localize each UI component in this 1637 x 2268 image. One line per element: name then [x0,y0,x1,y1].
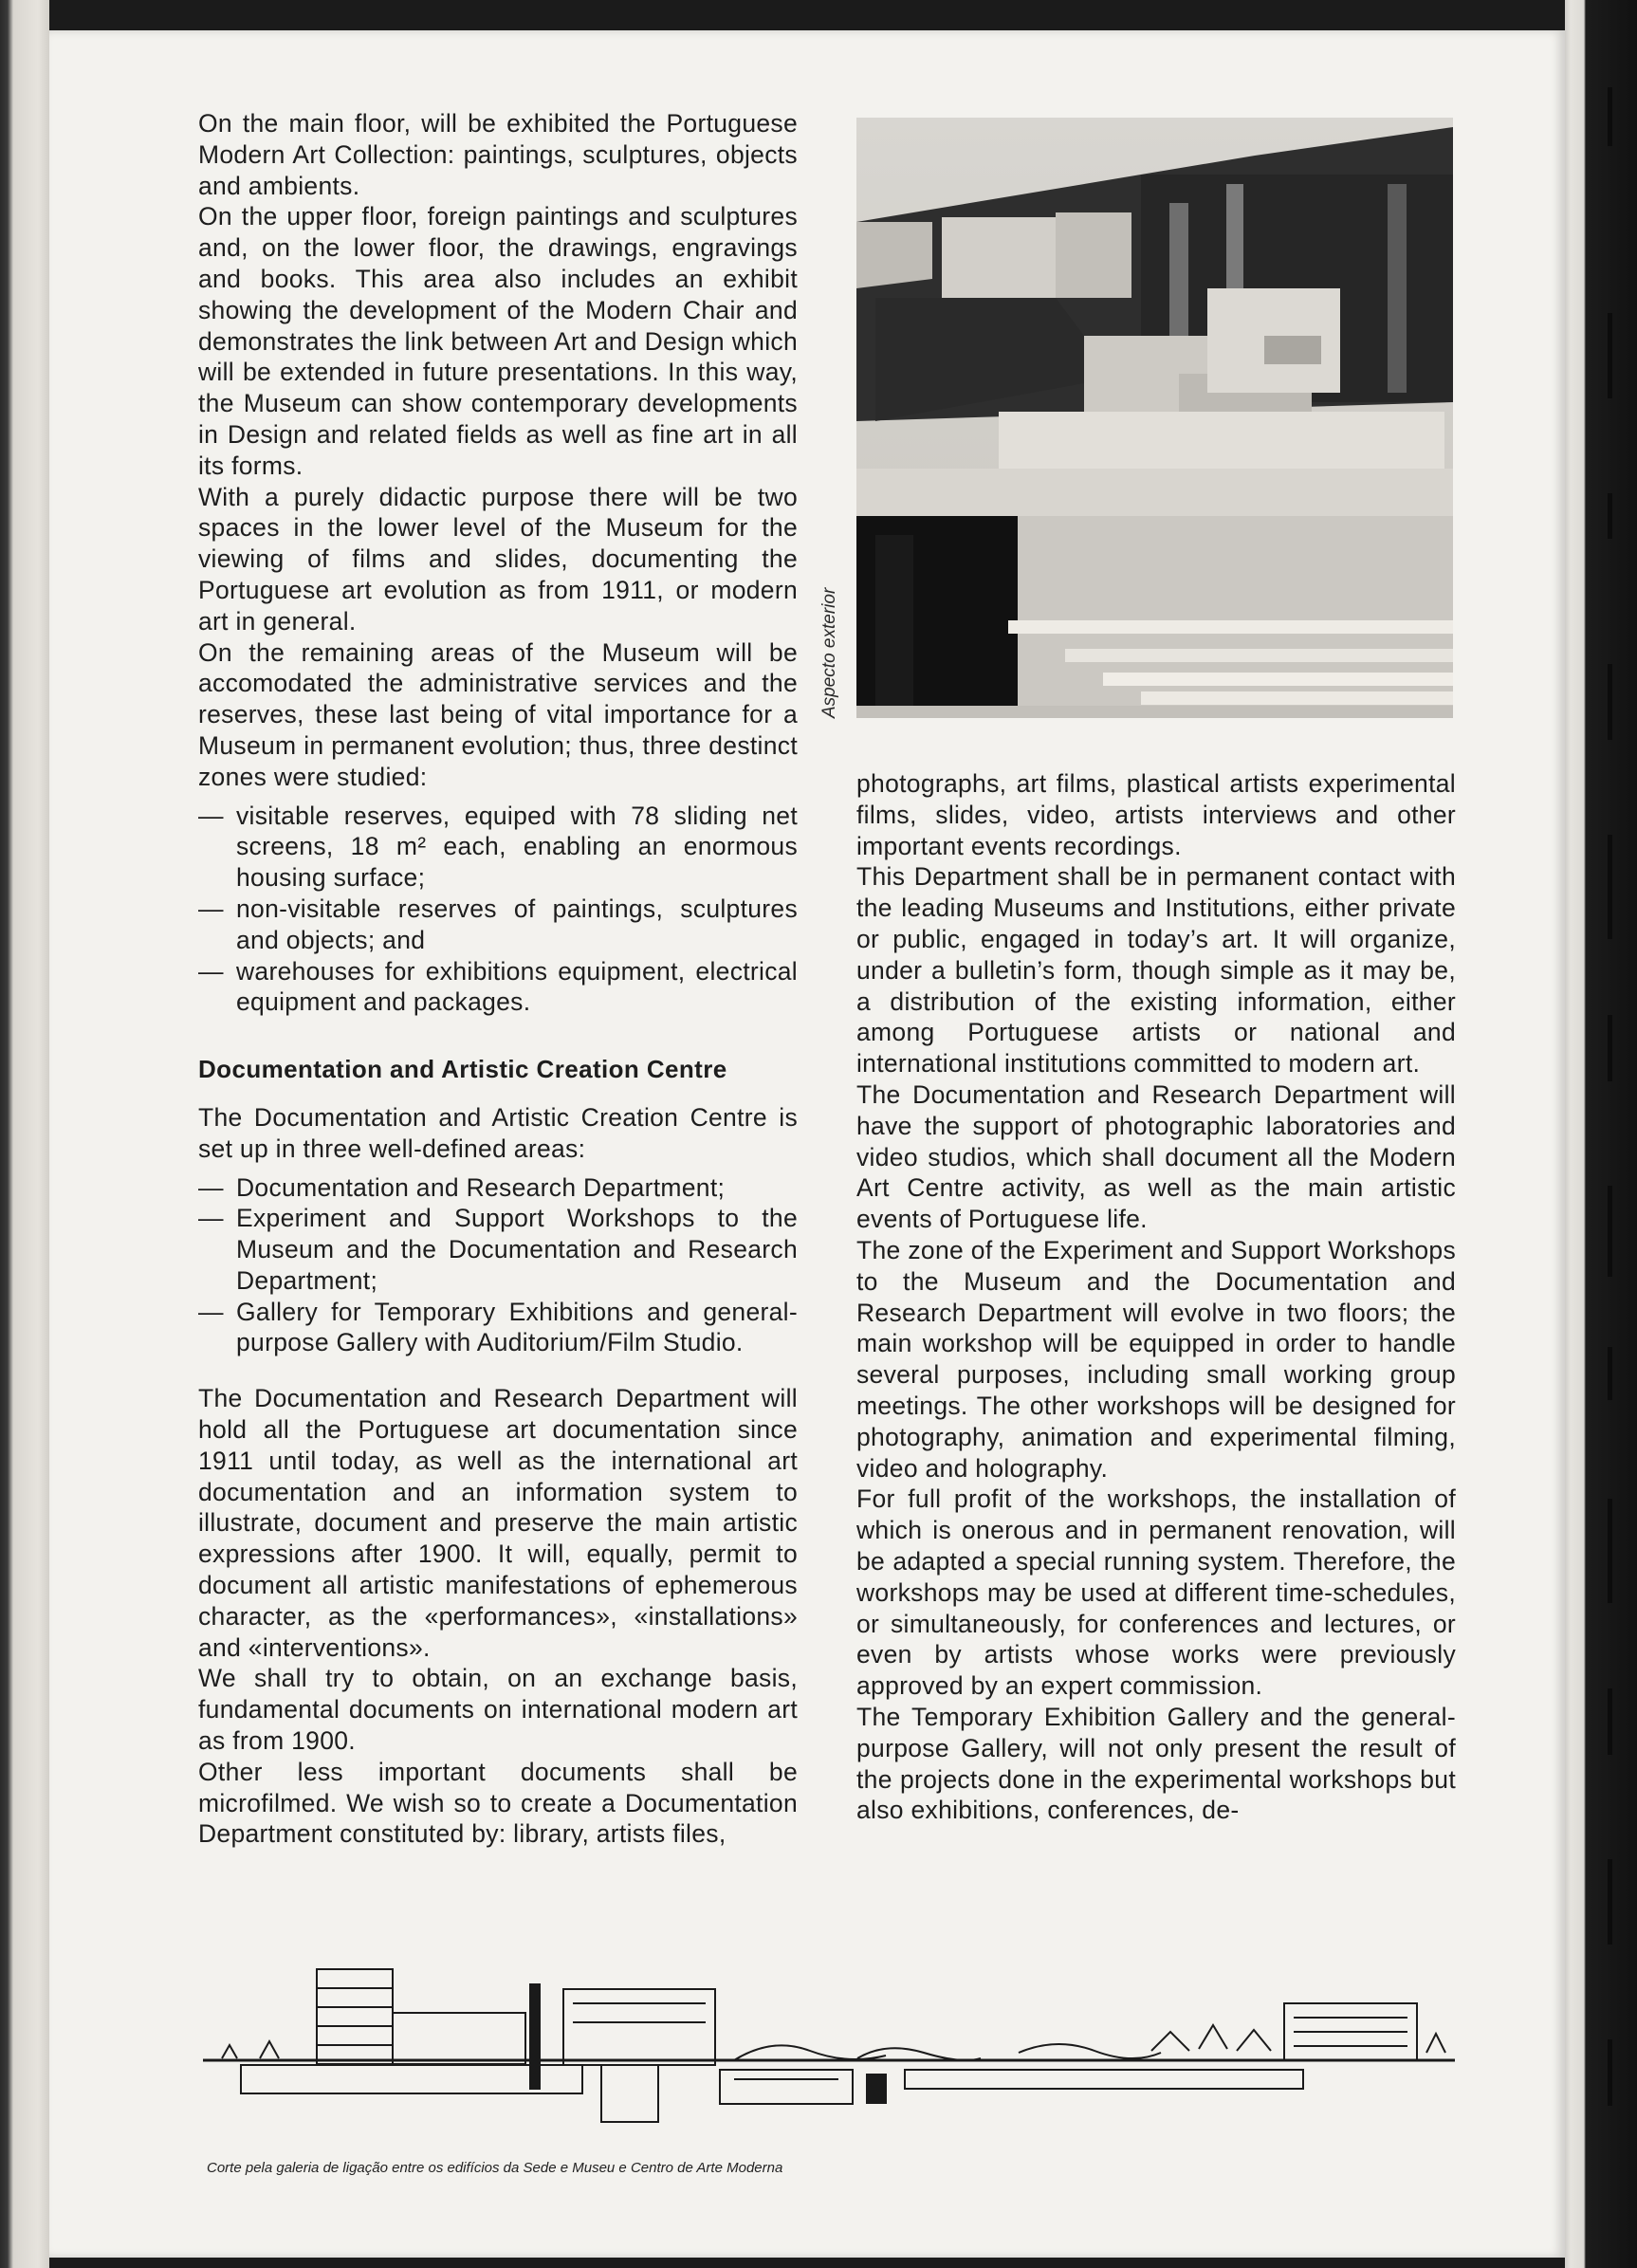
margin-mark [1608,313,1612,398]
margin-mark [1608,493,1612,539]
paragraph: photographs, art films, plastical artists experimental films, slides, video, artists interviews and other important events recordings. [856,769,1456,860]
paragraph: The Temporary Exhibition Gallery and the general-purpose Gallery, will not only present the result of the projects done in the experimental workshops but also exhibitions, conferences, de- [856,1702,1456,1825]
margin-mark [1608,1499,1612,1603]
margin-mark [1608,835,1612,939]
list-item: — Gallery for Temporary Exhibitions and general-purpose Gallery with Auditorium/Film Studio. [198,1297,798,1359]
exterior-photo [856,118,1453,718]
paragraph: We shall try to obtain, on an exchange basis, fundamental documents on international modern art as from 1900. [198,1664,798,1756]
list-item: — visitable reserves, equiped with 78 sliding net screens, 18 m² each, enabling an enormous housing surface; [198,801,798,894]
paragraph: On the upper floor, foreign paintings and sculptures and, on the lower floor, the drawings, engravings and books. This area also includes an exhibit showing the development of the Modern Chair and demonstrates the link between Art and Design which will be extended in future presentations. In this way, the Museum can show contemporary developments in Design and related fields as well as fine art in all its forms. [198,202,798,480]
paragraph: The zone of the Experiment and Support Workshops to the Museum and the Documentation and Research Department will evolve in two floors; the main workshop will be equipped in order to handle several purposes, including small working group meetings. The other workshops will be designed for photography, animation and experimental filming, video and holography. [856,1235,1456,1483]
paragraph: Other less important documents shall be microfilmed. We wish so to create a Documentation Department constituted by: library, artists files, [198,1757,798,1849]
paragraph: The Documentation and Artistic Creation Centre is set up in three well-defined areas: [198,1102,798,1163]
margin-mark [1608,1859,1612,1945]
margin-mark [1608,1015,1612,1081]
architectural-section-drawing [203,1946,1455,2136]
margin-mark [1608,2039,1612,2106]
margin-mark [1608,1347,1612,1400]
list-item: — Experiment and Support Workshops to the Museum and the Documentation and Research Department; [198,1203,798,1296]
margin-mark [1608,87,1612,146]
photo-caption: Aspecto exterior [819,587,839,718]
paragraph: The Documentation and Research Department will have the support of photographic laboratories and video studios, which shall document all the Modern Art Centre activity, as well as the main artistic events of Portuguese life. [856,1079,1456,1234]
page-right-edge [1565,0,1637,2268]
figure-caption: Corte pela galeria de ligação entre os edifícios da Sede e Museu e Centro de Arte Moderna [207,2160,783,2176]
list-item: — Documentation and Research Department; [198,1172,798,1204]
margin-mark [1608,664,1612,740]
paragraph: For full profit of the workshops, the installation of which is onerous and in permanent renovation, will be adapted a special running system. Therefore, the workshops may be used at different time-schedules, or simultaneously, for conferences and lectures, or even by artists whose works were previously approved by an expert commission. [856,1484,1456,1701]
left-text-column [198,108,798,1850]
reserves-list [198,801,798,1019]
margin-mark [1608,1186,1612,1277]
right-text-column [856,768,1456,1826]
margin-mark [1608,1688,1612,1755]
paragraph: This Department shall be in permanent contact with the leading Museums and Institutions, either private or public, engaged in today’s art. It will organize, under a bulletin’s form, though simple as it may be, a distribution of the existing information, either among Portuguese artists or national and international institutions committed to modern art. [856,862,1456,1079]
areas-list [198,1172,798,1359]
paragraph: On the main floor, will be exhibited the Portuguese Modern Art Collection: paintings, sculptures, objects and ambients. [198,109,798,200]
scan-left-margin [0,0,49,2268]
section-heading: Documentation and Artistic Creation Centre [198,1055,727,1084]
paragraph: The Documentation and Research Department will hold all the Portuguese art documentation since 1911 until today, as well as the international art documentation and an information system to illustrate, document and preserve the main artistic expressions after 1900. It will, equally, permit to document all artistic manifestations of ephemerous character, as the «performances», «installations» and «interventions». [198,1384,798,1662]
paragraph: On the remaining areas of the Museum will be accomodated the administrative services and the reserves, these last being of vital importance for a Museum in permanent evolution; thus, three destinct zones were studied: [198,637,798,791]
list-item: — warehouses for exhibitions equipment, electrical equipment and packages. [198,956,798,1019]
paragraph: With a purely didactic purpose there will be two spaces in the lower level of the Museum for the viewing of films and slides, documenting the Portuguese art evolution as from 1911, or modern art in general. [198,482,798,636]
list-item: — non-visitable reserves of paintings, sculptures and objects; and [198,894,798,956]
